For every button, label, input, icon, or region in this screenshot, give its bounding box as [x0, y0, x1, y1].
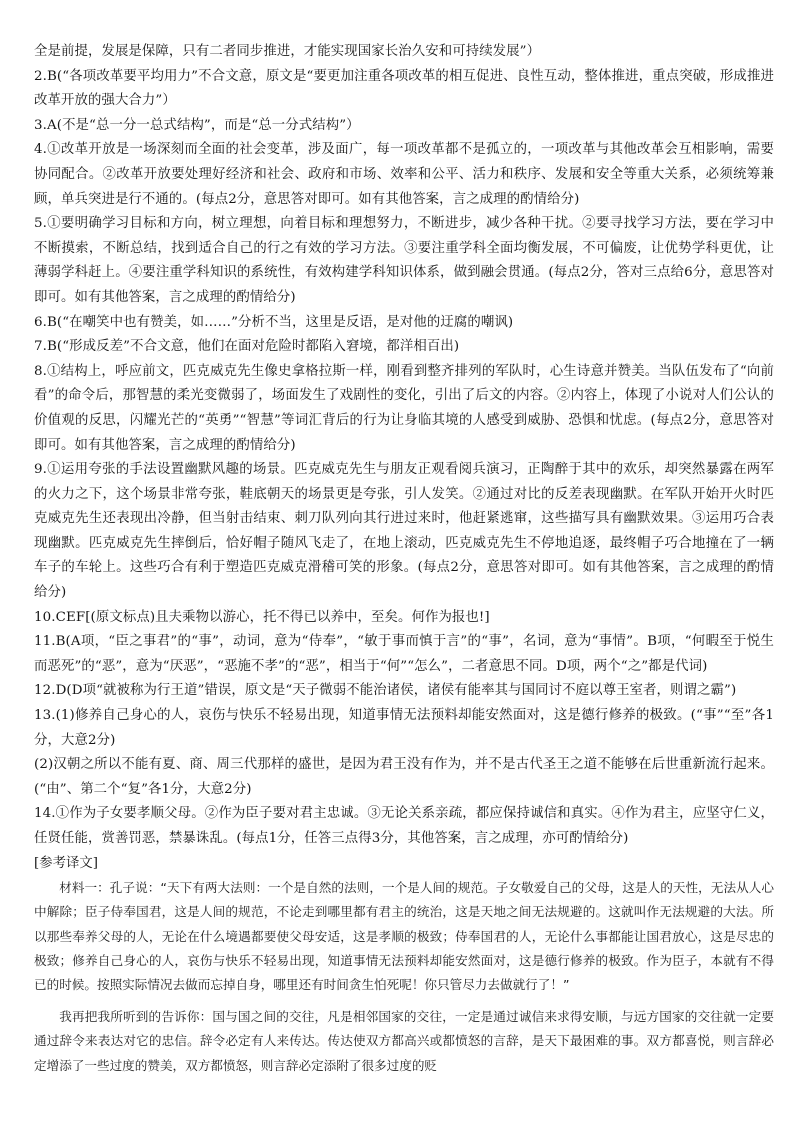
answer-13-part-2: (2)汉朝之所以不能有夏、商、周三代那样的盛世，是因为君王没有作为，并不是古代圣王之道不能够在后世重新流行起来。(“由”、第二个“复”各1分，大意2分) — [34, 757, 774, 797]
answer-document — [34, 40, 774, 1078]
translation-paragraph-1: 材料一：孔子说：“天下有两大法则：一个是自然的法则，一个是人间的规范。子女敬爱自己的父母，这是人的天性，无法从人心中解除；臣子侍奉国君，这是人间的规范，不论走到哪里都有君主的统治，这是天地之间无法规避的。这就叫作无法规避的大法。所以那些奉养父母的人，无论在什么境遇都要使父母安适，这是孝顺的极致；侍奉国君的人，无论什么事都能让国君放心，这是尽忠的极致；修养自己身心的人，哀伤与快乐不轻易出现，知道事情无法预料却能安然面对，这是德行修养的极致。作为臣子，本就有不得已的时候。按照实际情况去做而忘掉自身，哪里还有时间贪生怕死呢！你只管尽力去做就行了！” — [34, 880, 774, 992]
answer-3: 3.A(不是“总一分一总式结构”，而是“总一分式结构”） — [34, 117, 360, 133]
answer-7: 7.B(“形成反差”不合文意，他们在面对危险时都陷入窘境，都洋相百出) — [34, 339, 460, 355]
answer-10: 10.CEF[(原文标点)且夫乘物以游心，托不得已以养中，至矣。何作为报也!] — [34, 609, 490, 625]
answer-13-part-1: 13.(1)修养自己身心的人，哀伤与快乐不轻易出现，知道事情无法预料却能安然面对，这是德行修养的极致。(“事”“至”各1分，大意2分) — [34, 708, 774, 748]
answer-5: 5.①要明确学习目标和方向，树立理想，向着目标和理想努力，不断进步，减少各种干扰。②要寻找学习方法，要在学习中不断摸索，不断总结，找到适合自己的行之有效的学习方法。③要注重学科全面均衡发展，不可偏废，让优势学科更优，让薄弱学科赶上。④要注重学科知识的系统性，有效构建学科知识体系，做到融会贯通。(每点2分，答对三点给6分，意思答对即可。如有其他答案，言之成理的酌情给分) — [34, 216, 774, 305]
answer-9: 9.①运用夸张的手法设置幽默风趣的场景。匹克威克先生与朋友正观看阅兵演习，正陶醉于其中的欢乐，却突然暴露在两军的火力之下，这个场景非常夸张，鞋底朝天的场景更是夸张，引人发笑。②通过对比的反差表现幽默。在军队开始开火时匹克威克先生还表现出冷静，但当射击结束、刺刀队列向其行进过来时，他赶紧逃窜，这些描写具有幽默效果。③运用巧合表现幽默。匹克威克先生摔倒后，恰好帽子随风飞走了，在地上滚动，匹克威克先生不停地追逐，最终帽子巧合地撞在了一辆车子的车轮上。这些巧合有利于塑造匹克威克滑稽可笑的形象。(每点2分，意思答对即可。如有其他答案，言之成理的酌情给分) — [34, 462, 774, 601]
answer-14: 14.①作为子女要孝顺父母。②作为臣子要对君主忠诚。③无论关系亲疏，都应保持诚信和真实。④作为君主，应坚守仁义，任贤任能，赏善罚恶，禁暴诛乱。(每点1分，任答三点得3分，其他答案，言之成理，亦可酌情给分) — [34, 806, 774, 846]
translation-paragraph-2: 我再把我所听到的告诉你：国与国之间的交往，凡是相邻国家的交往，一定是通过诚信来求得安顺，与远方国家的交往就一定要通过辞令来表达对它的忠信。辞令必定有人来传达。传达使双方都高兴或都愤怒的言辞，是天下最困难的事。双方都喜悦，则言辞必定增添了一些过度的赞美，双方都愤怒，则言辞必定添附了很多过度的贬 — [34, 1009, 774, 1073]
answer-2: 2.B(“各项改革要平均用力”不合文意，原文是“要更加注重各项改革的相互促进、良性互动，整体推进，重点突破，形成推进改革开放的强大合力”） — [34, 68, 774, 109]
answer-4: 4.①改革开放是一场深刻而全面的社会变革，涉及面广，每一项改革都不是孤立的，一项改革与其他改革会互相影响，需要协同配合。②改革开放要处理好经济和社会、政府和市场、效率和公平、活力和秩序、发展和安全等重大关系，必须统筹兼顾，单兵突进是行不通的。(每点2分，意思答对即可。如有其他答案，言之成理的酌情给分) — [34, 142, 774, 207]
answer-continuation: 全是前提，发展是保障，只有二者同步推进，才能实现国家长治久安和可持续发展”） — [34, 44, 541, 59]
answer-6: 6.B(“在嘲笑中也有赞美，如……”分析不当，这里是反语，是对他的迂腐的嘲讽) — [34, 314, 514, 330]
answer-8: 8.①结构上，呼应前文，匹克威克先生像史拿格拉斯一样，刚看到整齐排列的军队时，心生诗意并赞美。当队伍发布了“向前看”的命令后，那智慧的柔光变微弱了，场面发生了戏剧性的变化，引出了后文的内容。②内容上，体现了小说对人们公认的价值观的反思，闪耀光芒的“英勇”“智慧”等词汇背后的行为让身临其境的人感受到威胁、恐惧和忧虑。(每点2分，意思答对即可。如有其他答案，言之成理的酌情给分) — [34, 363, 774, 453]
reference-translation-heading: [参考译文] — [34, 855, 99, 871]
answer-12: 12.D(D项“就被称为行王道”错误，原文是“天子微弱不能治诸侯，诸侯有能率其与国同讨不庭以尊王室者，则谓之霸”) — [34, 683, 737, 699]
answer-11: 11.B(A项，“臣之事君”的“事”，动词，意为“侍奉”，“敏于事而慎于言”的“事”，名词，意为“事情”。B项，“何暇至于悦生而恶死”的“恶”，意为“厌恶”，“恶施不孝”的“恶”，相当于“何”“怎么”，二者意思不同。D项，两个“之”都是代词) — [34, 634, 774, 674]
